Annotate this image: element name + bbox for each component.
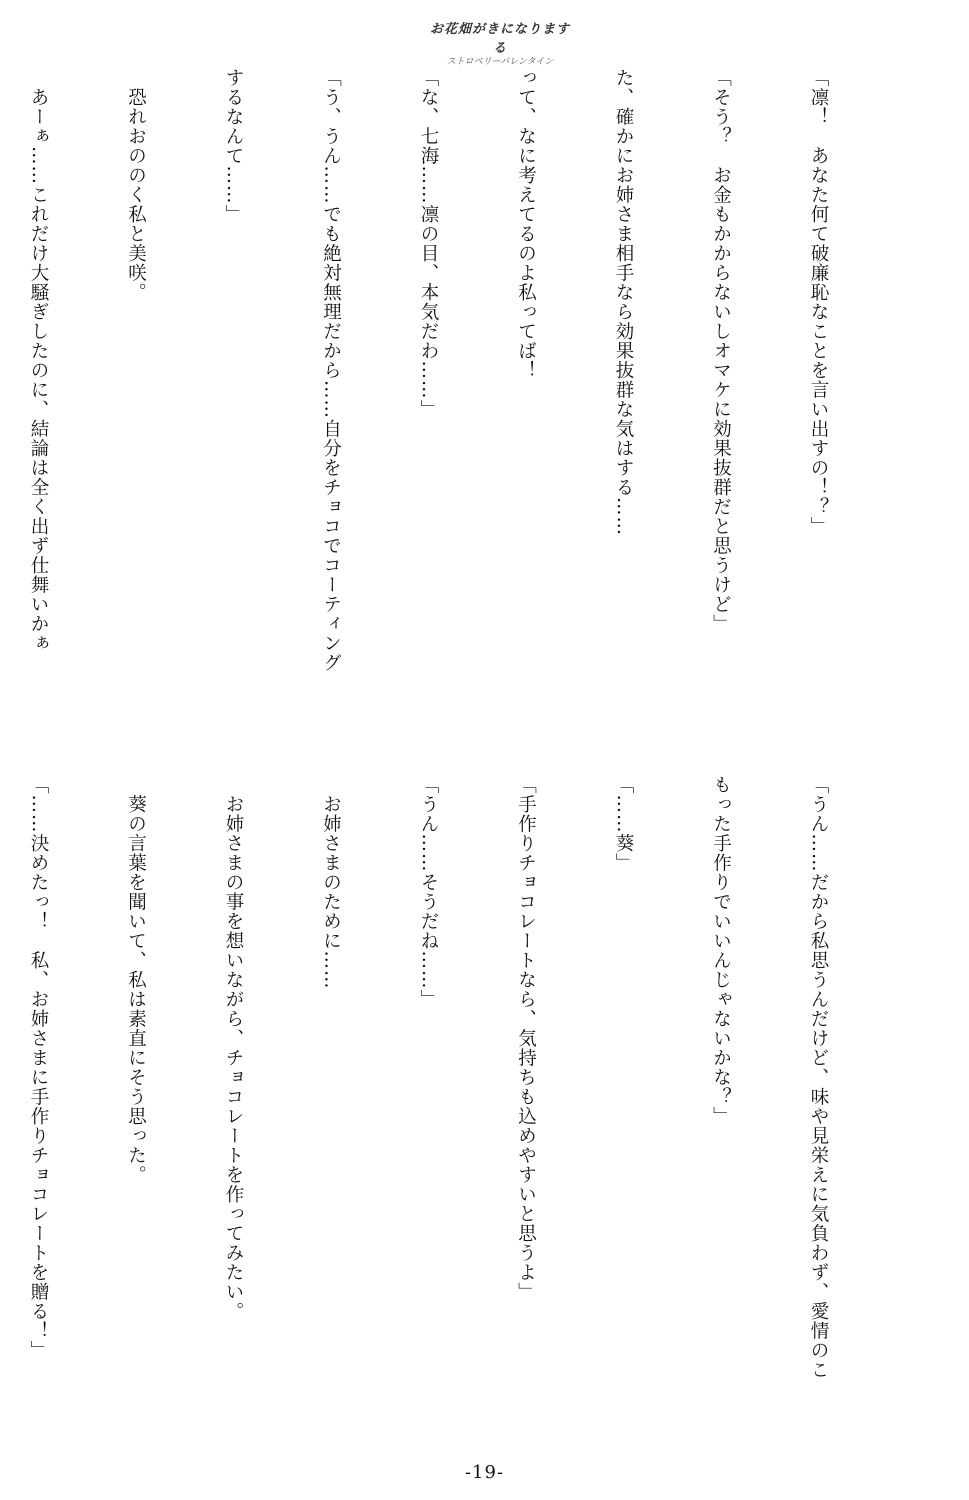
text-line: あーぁ……これだけ大騒ぎしたのに、結論は全く出ず仕舞いかぁ bbox=[28, 68, 49, 653]
text-line: 「う、うん……でも絶対無理だから……自分をチョコでコーティング bbox=[320, 68, 342, 673]
header-subtitle: ストロベリーバレンタイン bbox=[446, 57, 554, 67]
text-line: 「……葵」 bbox=[613, 775, 634, 873]
text-line: 「な、七海……凛の目、本気だわ……」 bbox=[418, 68, 439, 419]
text-line: するなんて……」 bbox=[223, 68, 244, 224]
header-title: お花畑がきになりまする bbox=[430, 22, 571, 56]
page-number: -19- bbox=[464, 1462, 505, 1483]
running-header bbox=[430, 18, 570, 67]
text-line: 「うん……だから私思うんだけど、味や見栄えに気負わず、愛情のこ bbox=[808, 775, 829, 1380]
text-line: お姉さまのために…… bbox=[320, 775, 342, 990]
text-line: 「……決めたっ！ 私、お姉さまに手作りチョコレートを贈る！」 bbox=[28, 775, 49, 1360]
upper-text-block bbox=[0, 68, 899, 728]
text-line: って、なに考えてるのよ私ってば！ bbox=[515, 68, 537, 380]
text-line: 「そう？ お金もかからないしオマケに効果抜群だと思うけど」 bbox=[710, 68, 732, 634]
text-line: 「凛！ あなた何て破廉恥なことを言い出すの！？」 bbox=[808, 68, 829, 536]
text-line: お姉さまの事を想いながら、チョコレートを作ってみたい。 bbox=[223, 775, 244, 1321]
lower-text-block bbox=[0, 775, 899, 1400]
text-line: 「手作りチョコレートなら、気持ちも込めやすいと思うよ」 bbox=[515, 775, 537, 1302]
text-line: 恐れおののく私と美咲。 bbox=[125, 68, 147, 302]
text-line: 葵の言葉を聞いて、私は素直にそう思った。 bbox=[125, 775, 147, 1185]
text-line: もった手作りでいいんじゃないかな？」 bbox=[710, 775, 732, 1126]
text-line: 「うん……そうだね……」 bbox=[418, 775, 439, 1009]
text-line: た、確かにお姉さま相手なら効果抜群な気はする…… bbox=[613, 68, 634, 536]
